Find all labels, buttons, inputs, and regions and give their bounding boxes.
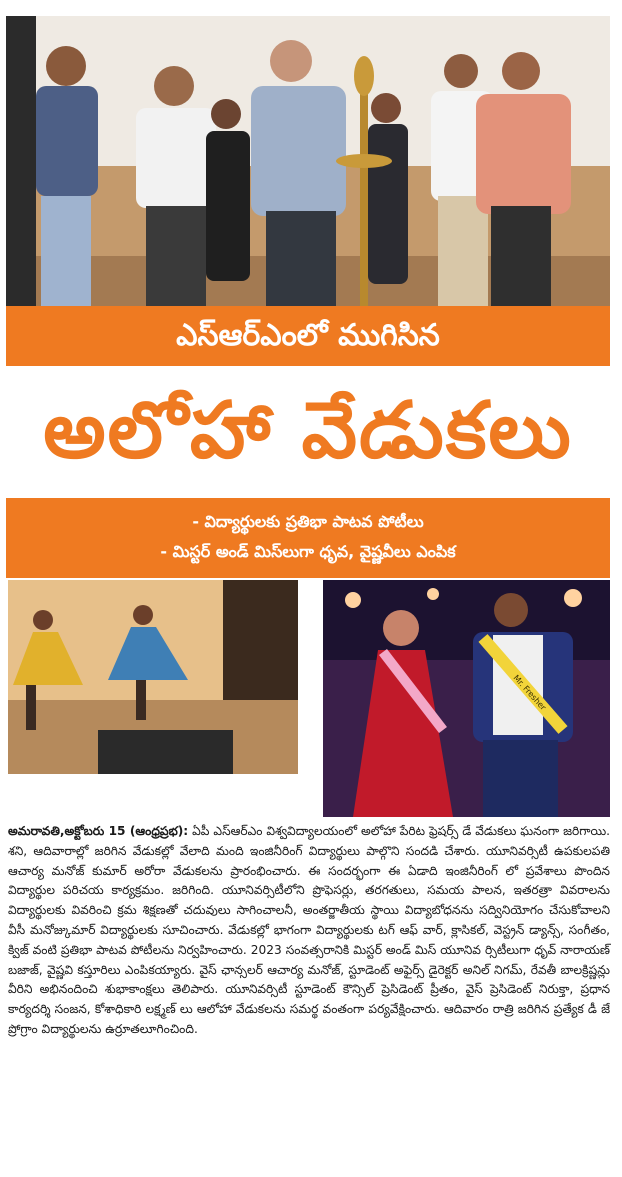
lamp-lighting-photo: [6, 16, 610, 306]
sash-text: Mr. Fresher: [511, 673, 548, 713]
subheadline-band: [6, 498, 610, 578]
article-text: ఏపీ ఎస్‌ఆర్‌ఎం విశ్వవిద్యాలయంలో అలోహా పేరిట ఫ్రెషర్స్ డే వేడుకలు ఘనంగా జరిగాయి. శని, ఆదివారాల్లో జరిగిన వేడుకల్లో వేలాది మంది ఇంజినీరింగ్ విద్యార్థులు పాల్గొని సందడి చేశారు. యూనివర్సిటీ ఉపకులపతి ఆచార్య మనోజ్ కుమార్ అరోరా వేడుకలను ప్రారంభించారు. ఈ సందర్భంగా ఈ ఏడాది ఇంజినీరింగ్ లో ప్రవేశాలు పొందిన విద్యార్థుల పరిచయ కార్యక్రమం. జరిగింది. యూనివర్సిటీలోని ప్రొఫెసర్లు, తరగతులు, సమయ పాలన, ఇతరత్రా వివరాలను విద్యార్థులకు వివరించి క్రమ శిక్షణతో చదువులు సాగించాలనీ, అంతర్జాతీయ స్థాయి విద్యాబోధనను సద్వినియోగం చేసుకోవాలని వీసీ మనోజ్కుమార్ విద్యార్థులకు సూచించారు. వేడుకల్లో భాగంగా విద్యార్థులకు టగ్ ఆఫ్ వార్, క్లాసికల్, వెస్ట్రన్ డ్యాన్స్, సంగీతం, క్విజ్ వంటి ప్రతిభా పాటవ పోటీలను నిర్వహించారు. 2023 సంవత్సరానికి మిస్టర్ అండ్ మిస్ యూనివ ర్సిటీలుగా ధృవ్ నారాయణ్ బజాజ్, వైష్ణవి కస్తూరిలు ఎంపికయ్యారు. వైస్ ఛాన్సలర్ ఆచార్య మనోజ్, స్టూడెంట్ అఫైర్స్ డైరెక్టర్ అనిల్ నిగమ్, రేవతీ బాలక్రిష్ణన్లు వీరిని అభినందించి శుభాకాంక్షలు తెలిపారు. యూనివర్సిటీ స్టూడెంట్ కౌన్సిల్ ప్రెసిడెంట్ ప్రీతం, వైస్ ప్రెసిడెంట్ నిరుక్తా, ప్రధాన కార్యదర్శి సంజన, కోశాధికారి లక్ష్మణ్ లు ఆలోహా వేడుకలను సమర్థ వంతంగా పర్యవేక్షించారు. ఆదివారం రాత్రి జరిగిన ప్రత్యేక డీ జే ప్రోగ్రాం విద్యార్థులను ఉర్రూతలూగించింది.: [8, 824, 611, 1036]
dance-performance-photo: [8, 580, 298, 774]
headline: అలోహా వేడుకలు: [43, 386, 573, 476]
article-body: [8, 822, 610, 1040]
dateline: అమరావతి,అక్టోబరు 15 (ఆంధ్రప్రభ):: [8, 824, 189, 838]
subheadline-bullet: - మిస్టర్ అండ్ మిస్‌లుగా ధృవ, వైష్ణవీలు ఎంపిక: [160, 542, 456, 561]
kicker-text: ఎస్‌ఆర్‌ఎంలో ముగిసిన: [176, 318, 440, 353]
kicker-band: [6, 306, 610, 366]
mr-and-miss-winners-photo: [323, 580, 610, 817]
subheadline-bullet: - విద్యార్థులకు ప్రతిభా పాటవ పోటీలు: [192, 512, 424, 531]
